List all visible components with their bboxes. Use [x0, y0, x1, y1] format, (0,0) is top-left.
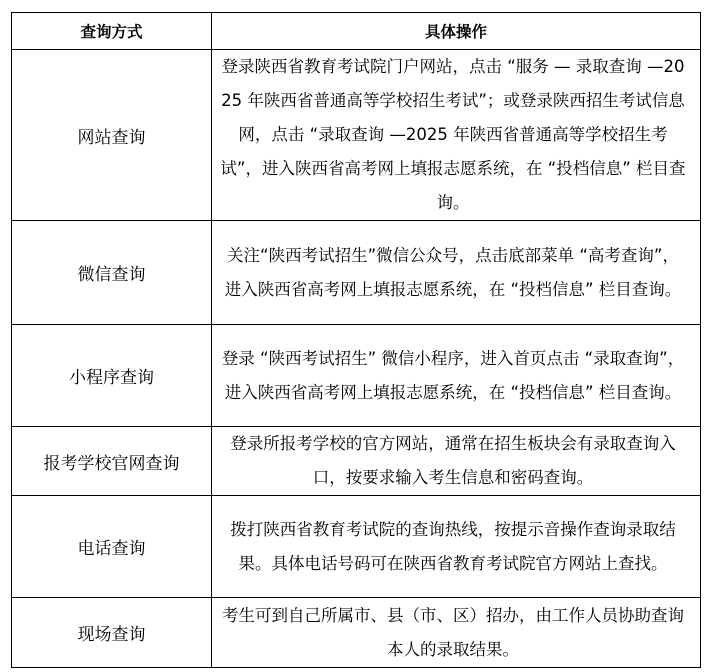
query-method-cell: 微信查询 [12, 221, 212, 325]
operation-cell: 考生可到自己所属市、县（市、区）招办，由工作人员协助查询本人的录取结果。 [212, 598, 701, 668]
operation-cell: 关注“陕西考试招生”微信公众号，点击底部菜单 “高考查询”，进入陕西省高考网上填报志愿系统，在 “投档信息” 栏目查询。 [212, 221, 701, 325]
table-row [12, 598, 701, 668]
table-row [12, 427, 701, 496]
table-row [12, 325, 701, 427]
query-method-cell: 网站查询 [12, 50, 212, 221]
table-header-row [12, 13, 701, 50]
table-row [12, 221, 701, 325]
operation-cell: 登录 “陕西考试招生” 微信小程序，进入首页点击 “录取查询”，进入陕西省高考网上填报志愿系统，在 “投档信息” 栏目查询。 [212, 325, 701, 427]
query-method-cell: 报考学校官网查询 [12, 427, 212, 496]
header-operation: 具体操作 [212, 13, 701, 50]
admission-query-table [11, 12, 701, 668]
header-query-method: 查询方式 [12, 13, 212, 50]
query-method-cell: 电话查询 [12, 496, 212, 598]
operation-cell: 拨打陕西省教育考试院的查询热线，按提示音操作查询录取结果。具体电话号码可在陕西省教育考试院官方网站上查找。 [212, 496, 701, 598]
query-method-cell: 现场查询 [12, 598, 212, 668]
table-row [12, 496, 701, 598]
query-method-cell: 小程序查询 [12, 325, 212, 427]
operation-cell: 登录陕西省教育考试院门户网站，点击 “服务 — 录取查询 —2025 年陕西省普通高等学校招生考试”；或登录陕西招生考试信息网，点击 “录取查询 —2025 年陕西省普通高等学校招生考试”，进入陕西省高考网上填报志愿系统，在 “投档信息” 栏目查询。 [212, 50, 701, 221]
operation-cell: 登录所报考学校的官方网站，通常在招生板块会有录取查询入口，按要求输入考生信息和密码查询。 [212, 427, 701, 496]
table-row [12, 50, 701, 221]
